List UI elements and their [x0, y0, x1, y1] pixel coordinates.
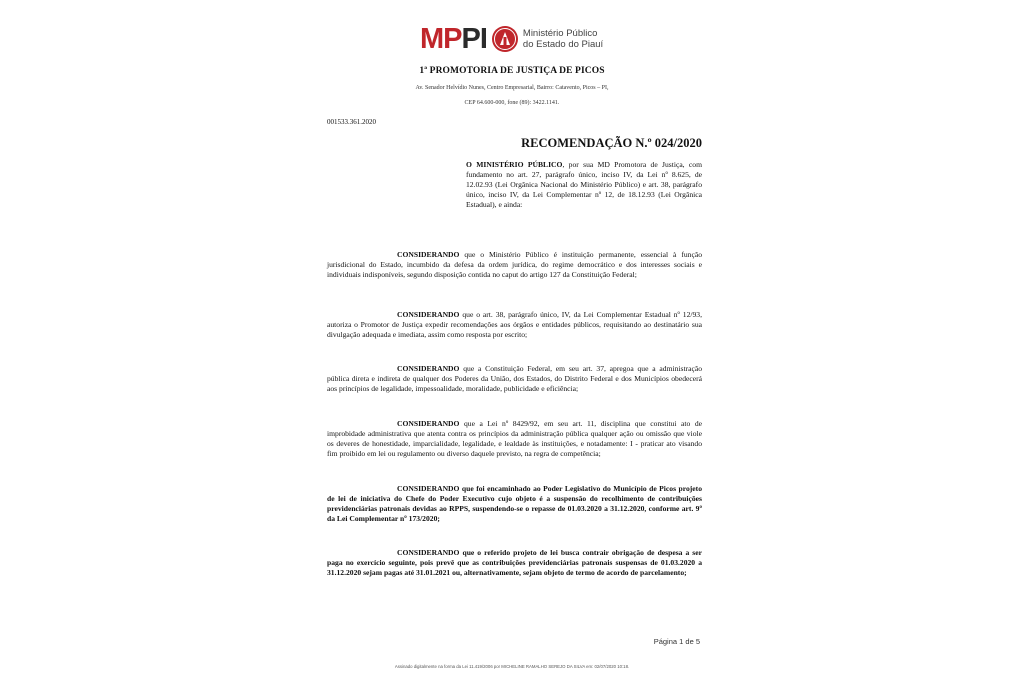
- paragraph-text: que o Ministério Público é instituição permanente, essencial à função jurisdicional do Estado, incumbido da defesa da ordem jurídica, do regime democrático e dos interesses sociais e individuais indisponíveis, segundo disposição contida no caput do artigo 127 da Constituição Federal;: [327, 250, 702, 280]
- considerando-paragraph-1: [327, 250, 702, 280]
- mppi-logo: [420, 22, 603, 56]
- process-number: 001533.361.2020: [327, 118, 376, 126]
- mppi-seal-icon: [491, 25, 519, 53]
- considerando-paragraph-2: [327, 310, 702, 340]
- logo-line2: do Estado do Piauí: [522, 39, 604, 50]
- considerando-label: CONSIDERANDO: [397, 484, 460, 493]
- logo-line1: Ministério Público: [522, 28, 598, 39]
- considerando-paragraph-5: [327, 484, 702, 524]
- considerando-label: CONSIDERANDO: [397, 250, 460, 259]
- recommendation-title: RECOMENDAÇÃO N.º 024/2020: [521, 136, 702, 150]
- paragraph-text: que a Lei nº 8429/92, em seu art. 11, disciplina que constitui ato de improbidade administrativa que atenta contra os princípios da administração pública qualquer ação ou omissão que viole os deveres de honestidade, imparcialidade, legalidade, e lealdade às instituições, e notadamente: I - praticar ato visando fim proibido em lei ou regulamento ou diverso daquele previsto, na regra de competência;: [327, 419, 702, 459]
- preamble-text: , por sua MD Promotora de Justiça, com fundamento no art. 27, parágrafo único, inciso IV, da Lei nº 8.625, de 12.02.93 (Lei Orgânica Nacional do Ministério Público) e art. 38, parágrafo único, inciso IV, da Lei Complementar nº 12, de 18.12.93 (Lei Orgânica Estadual), e ainda:: [466, 160, 702, 210]
- digital-signature-note: Assinado digitalmente na forma da Lei 11.419/2006 por MICHELINE RAMALHO SEREJO DA SILVA em: 02/07/2020 10:18.: [394, 664, 630, 669]
- logo-mp-text: MP: [420, 22, 462, 55]
- logo-caption: [523, 28, 603, 50]
- office-address: Av. Senador Helvídio Nunes, Centro Empresarial, Bairro: Catavento, Picos – PI,: [415, 85, 609, 91]
- considerando-paragraph-6: [327, 548, 702, 578]
- preamble-paragraph: [466, 160, 702, 210]
- page-number: Página 1 de 5: [653, 637, 700, 646]
- office-cep-phone: CEP 64.600-000, fone (89): 3422.1141.: [464, 100, 560, 106]
- considerando-paragraph-3: [327, 364, 702, 394]
- paragraph-text: que o referido projeto de lei busca contrair obrigação de despesa a ser paga no exercício seguinte, pois prevê que as contribuições previdenciárias patronais suspensas de 01.03.2020 a 31.12.2020 sejam pagas até 31.01.2021 ou, alternativamente, sejam objeto de termo de acordo de parcelamento;: [327, 548, 702, 578]
- considerando-label: CONSIDERANDO: [397, 548, 460, 557]
- considerando-label: CONSIDERANDO: [397, 364, 460, 373]
- considerando-label: CONSIDERANDO: [397, 310, 460, 319]
- considerando-paragraph-4: [327, 419, 702, 459]
- office-title: 1ª PROMOTORIA DE JUSTIÇA DE PICOS: [419, 66, 605, 76]
- considerando-label: CONSIDERANDO: [397, 419, 460, 428]
- logo-pi-text: PI: [461, 22, 487, 55]
- paragraph-text: que foi encaminhado ao Poder Legislativo do Município de Picos projeto de lei de iniciativa do Chefe do Poder Executivo cujo objeto é a suspensão do recolhimento de contribuições previdenciárias patronais devidas ao RPPS, suspendendo-se o repasse de 01.03.2020 a 31.12.2020, conforme art. 9º da Lei Complementar nº 173/2020;: [327, 484, 702, 524]
- paragraph-text: que o art. 38, parágrafo único, IV, da Lei Complementar Estadual nº 12/93, autoriza o Promotor de Justiça expedir recomendações aos órgãos e entidades públicos, requisitando ao destinatário sua divulgação adequada e imediata, assim como resposta por escrito;: [327, 310, 702, 340]
- paragraph-text: que a Constituição Federal, em seu art. 37, apregoa que a administração pública direta e indireta de qualquer dos Poderes da União, dos Estados, do Distrito Federal e dos Municípios obedecerá aos princípios de legalidade, impessoalidade, moralidade, publicidade e eficiência;: [327, 364, 702, 394]
- preamble-subject: O MINISTÉRIO PÚBLICO: [466, 160, 563, 169]
